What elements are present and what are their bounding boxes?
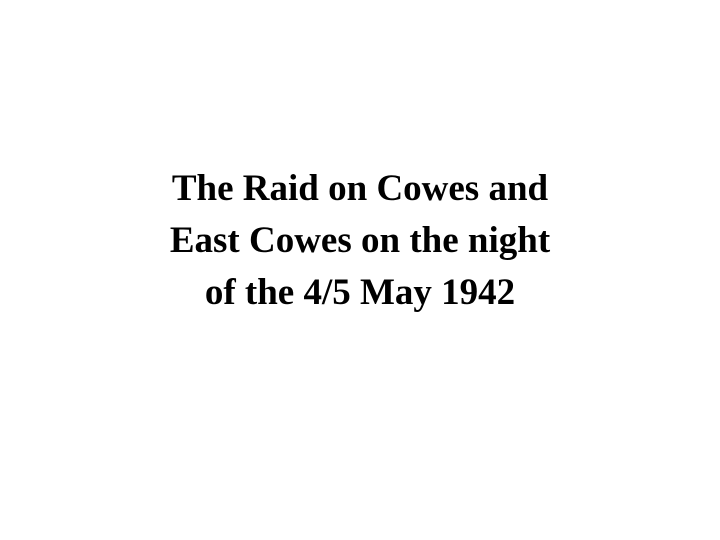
slide-title-line-1: The Raid on Cowes and (171, 168, 549, 209)
slide-title-line-3: of the 4/5 May 1942 (204, 272, 516, 313)
slide-title-line-2: East Cowes on the night (169, 220, 551, 261)
slide-title (0, 163, 720, 319)
